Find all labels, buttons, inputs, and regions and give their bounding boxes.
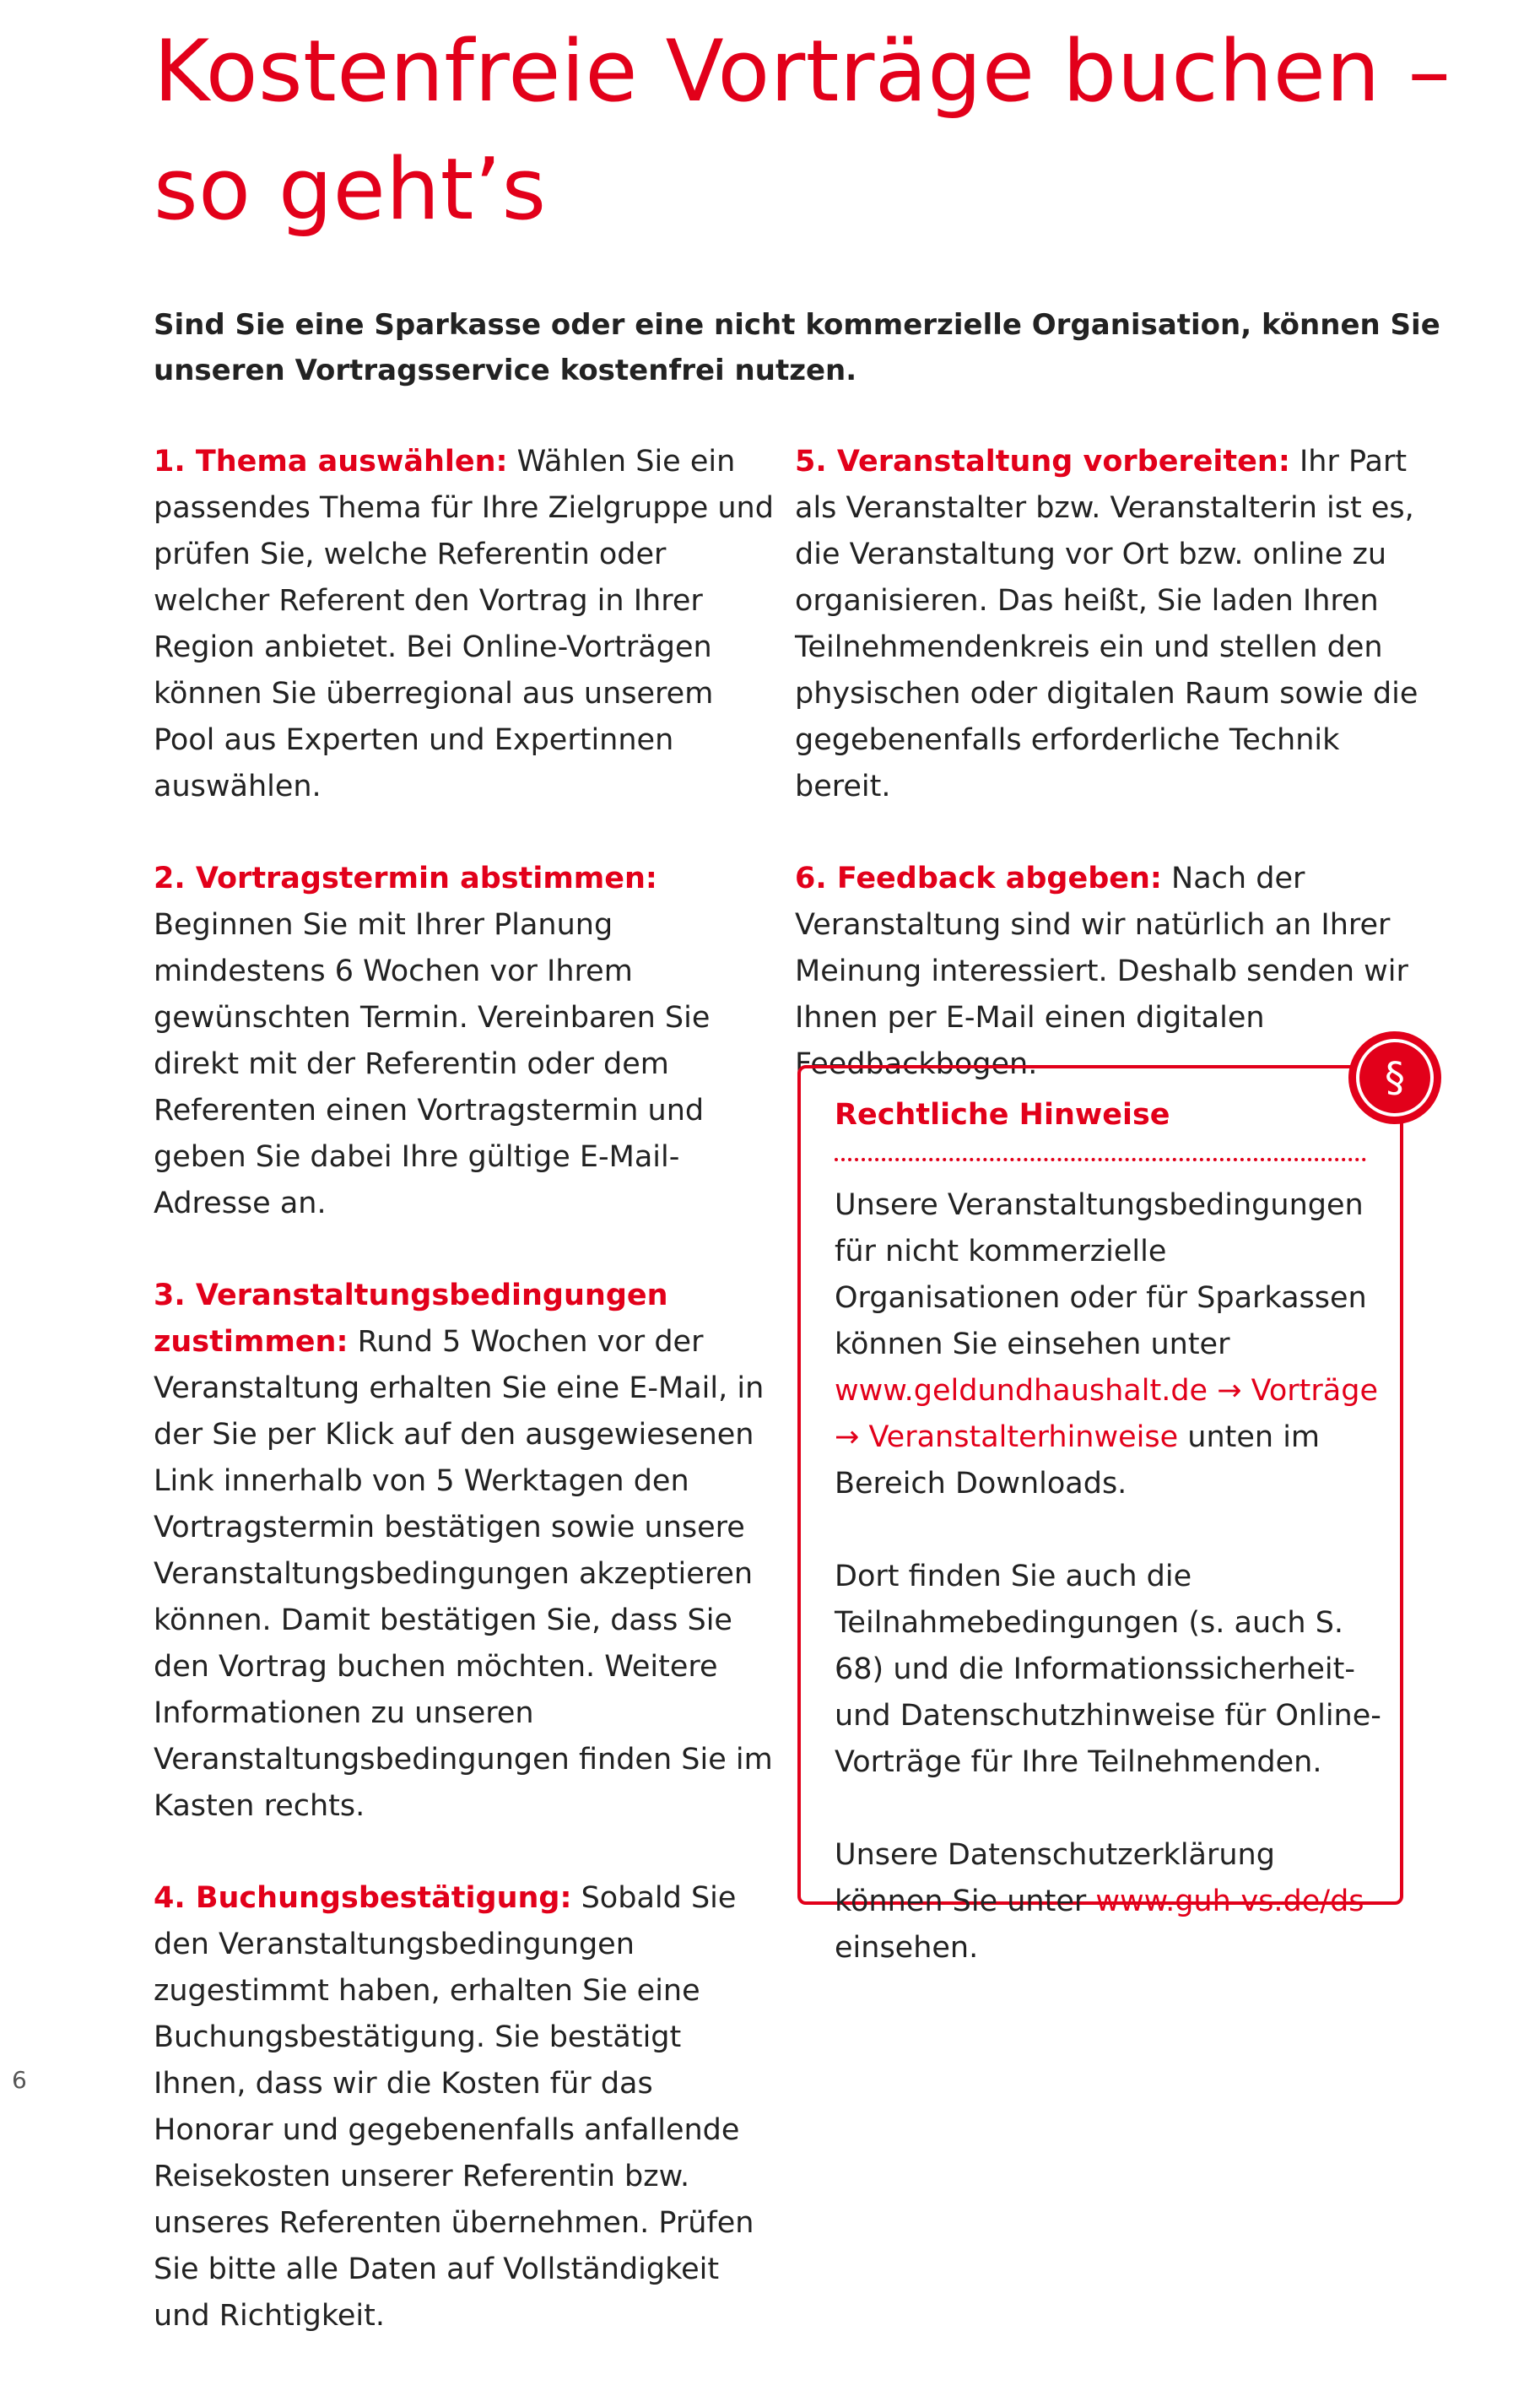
privacy-policy-link[interactable]: www.guh-vs.de/ds [1095,1885,1364,1918]
legal-p3-text: Unsere Datenschutzerklärung können Sie unter [835,1838,1275,1918]
legal-p1-after: unten im Bereich Downloads. [835,1420,1321,1501]
step-2 [154,856,778,1227]
legal-paragraph-3 [835,1832,1383,1971]
legal-p1-text: Unsere Veranstaltungsbedingungen für nicht kommerzielle Organisationen oder für Sparkassen können Sie einsehen unter [835,1188,1367,1361]
left-column [154,439,778,2385]
paragraph-section-icon [1348,1031,1441,1124]
right-column [795,439,1424,1133]
step-3-heading: 3. Veranstaltungsbedingungen zustimmen: [154,1279,668,1359]
step-6-text: Nach der Veranstaltung sind wir natürlich an Ihrer Meinung interessiert. Deshalb senden wir Ihnen per E-Mail einen digitalen Feedbackbogen. [795,862,1408,1081]
dotted-divider [835,1158,1366,1161]
legal-notice-box [797,1065,1403,1965]
step-4-heading: 4. Buchungsbestätigung: [154,1881,572,1915]
legal-paragraph-1 [835,1182,1383,1507]
page-number: 6 [12,2066,27,2094]
intro-text: Sind Sie eine Sparkasse oder eine nicht kommerzielle Organisation, können Sie unseren Vortragsservice kostenfrei nutzen. [154,308,1440,387]
step-6-heading: 6. Feedback abgeben: [795,862,1162,895]
legal-notice-title: Rechtliche Hinweise [835,1098,1170,1132]
step-2-text: Beginnen Sie mit Ihrer Planung mindestens 6 Wochen vor Ihrem gewünschten Termin. Vereinbaren Sie direkt mit der Referentin oder dem Referenten einen Vortragstermin und geben Sie dabei Ihre gültige E-Mail-Adresse an. [154,908,711,1220]
step-4-text: Sobald Sie den Veranstaltungsbedingungen zugestimmt haben, erhalten Sie eine Buchungsbestätigung. Sie bestätigt Ihnen, dass wir die Kosten für das Honorar und gegebenenfalls anfallende Reisekosten unserer Referentin bzw. unseres Referenten übernehmen. Prüfen Sie bitte alle Daten auf Vollständigkeit und Richtigkeit. [154,1881,754,2333]
page-title [154,12,1470,248]
step-2-heading: 2. Vortragstermin abstimmen: [154,862,657,895]
page-title-line-1: Kostenfreie Vorträge buchen – [154,21,1451,121]
legal-paragraph-2: Dort finden Sie auch die Teilnahmebedingungen (s. auch S. 68) und die Informationssicherheit- und Datenschutzhinweise für Online-Vorträge für Ihre Teilnehmenden. [835,1560,1381,1779]
legal-p3-after: einsehen. [835,1931,979,1965]
paragraph-symbol: § [1356,1039,1434,1117]
step-3 [154,1273,778,1830]
step-6 [795,856,1424,1088]
legal-notice-body [835,1182,1383,2018]
step-1-heading: 1. Thema auswählen: [154,445,508,479]
page-title-line-2: so geht’s [154,139,547,239]
guh-veranstalterhinweise-link[interactable]: www.geldundhaushalt.de → Vorträge → Veranstalterhinweise [835,1374,1378,1454]
step-5 [795,439,1424,810]
step-5-heading: 5. Veranstaltung vorbereiten: [795,445,1290,479]
step-4 [154,1875,778,2339]
step-1 [154,439,778,810]
step-1-text: Wählen Sie ein passendes Thema für Ihre Zielgruppe und prüfen Sie, welche Referentin oder welcher Referent den Vortrag in Ihrer Region anbietet. Bei Online-Vorträgen können Sie überregional aus unserem Pool aus Experten und Expertinnen auswählen. [154,445,774,803]
step-3-text: Rund 5 Wochen vor der Veranstaltung erhalten Sie eine E-Mail, in der Sie per Klick auf den ausgewiesenen Link innerhalb von 5 Werktagen den Vortragstermin bestätigen sowie unsere Veranstaltungsbedingungen akzeptieren können. Damit bestätigen Sie, dass Sie den Vortrag buchen möchten. Weitere Informationen zu unseren Veranstaltungsbedingungen finden Sie im Kasten rechts. [154,1325,773,1823]
step-5-text: Ihr Part als Veranstalter bzw. Veranstalterin ist es, die Veranstaltung vor Ort bzw. online zu organisieren. Das heißt, Sie laden Ihren Teilnehmendenkreis ein und stellen den physischen oder digitalen Raum sowie die gegebenenfalls erforderliche Technik bereit. [795,445,1418,803]
